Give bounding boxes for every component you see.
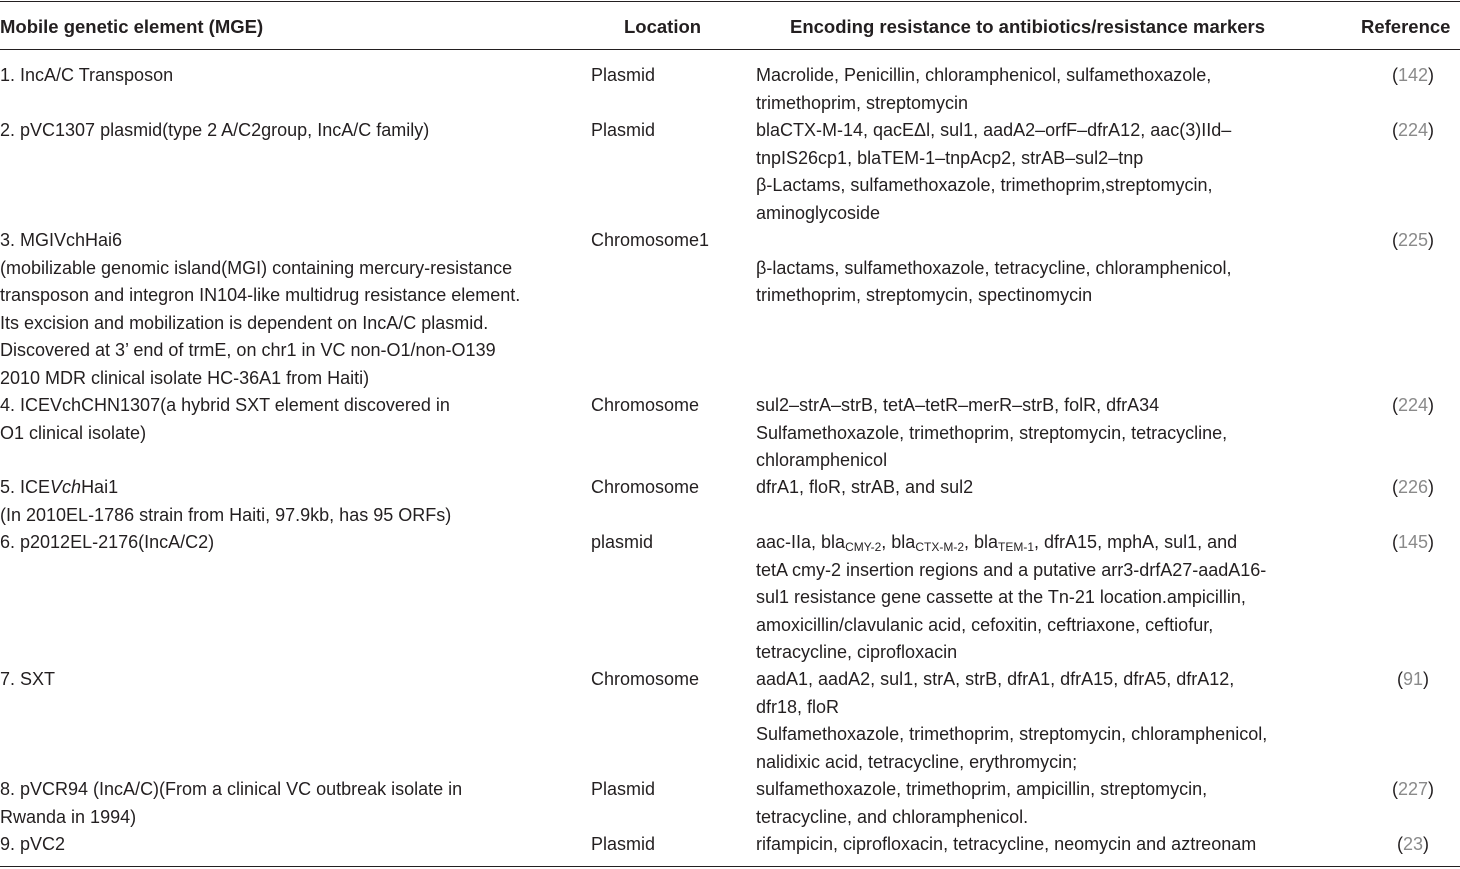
- cell-reference[interactable]: (145): [1392, 532, 1435, 552]
- cell-mge: 5. ICEVchHai1 (In 2010EL-1786 strain from Haiti, 97.9kb, has 95 ORFs): [0, 477, 452, 525]
- reference-link[interactable]: 226: [1398, 477, 1429, 497]
- cell-encoding: dfrA1, floR, strAB, and sul2: [756, 477, 974, 497]
- cell-encoding: sul2–strA–strB, tetA–tetR–merR–strB, folR, dfrA34 Sulfamethoxazole, trimethoprim, streptomycin, tetracycline, chloramphenicol: [756, 395, 1228, 470]
- reference-link[interactable]: 225: [1398, 230, 1429, 250]
- reference-link[interactable]: 227: [1398, 779, 1429, 799]
- cell-location: Chromosome1: [591, 230, 710, 250]
- cell-reference[interactable]: (224): [1392, 395, 1435, 415]
- header-encoding: Encoding resistance to antibiotics/resistance markers: [790, 16, 1266, 37]
- cell-reference[interactable]: (23): [1397, 834, 1430, 854]
- cell-mge: 1. IncA/C Transposon: [0, 65, 174, 85]
- cell-location: Chromosome: [591, 669, 700, 689]
- cell-reference[interactable]: (91): [1397, 669, 1430, 689]
- cell-encoding: rifampicin, ciprofloxacin, tetracycline, neomycin and aztreonam: [756, 834, 1257, 854]
- cell-encoding: sulfamethoxazole, trimethoprim, ampicillin, streptomycin, tetracycline, and chloramphenicol.: [756, 779, 1208, 827]
- table-bottom-rule: [0, 866, 1460, 867]
- reference-link[interactable]: 23: [1403, 834, 1424, 854]
- header-mge: Mobile genetic element (MGE): [0, 16, 264, 37]
- header-location: Location: [624, 16, 702, 37]
- cell-encoding: β-lactams, sulfamethoxazole, tetracycline, chloramphenicol, trimethoprim, streptomycin, spectinomycin: [756, 257, 1232, 305]
- cell-encoding: blaCTX-M-14, qacEΔl, sul1, aadA2–orfF–dfrA12, aac(3)IId– tnpIS26cp1, blaTEM-1–tnpAcp2, strAB–sul2–tnp β-Lactams, sulfamethoxazole, trimethoprim,streptomycin, aminoglycoside: [756, 120, 1232, 223]
- cell-mge: 6. p2012EL-2176(IncA/C2): [0, 532, 215, 552]
- reference-link[interactable]: 224: [1398, 395, 1429, 415]
- cell-reference[interactable]: (225): [1392, 230, 1435, 250]
- cell-mge: 7. SXT: [0, 669, 56, 689]
- header-reference: Reference: [1361, 16, 1451, 37]
- table-top-rule: [0, 1, 1460, 2]
- reference-link[interactable]: 91: [1403, 669, 1424, 689]
- cell-location: Plasmid: [591, 65, 656, 85]
- cell-location: Chromosome: [591, 477, 700, 497]
- cell-mge: 2. pVC1307 plasmid(type 2 A/C2group, IncA/C family): [0, 120, 430, 140]
- cell-mge: 3. MGIVchHai6 (mobilizable genomic island(MGI) containing mercury-resistance transposon and integron IN104-like multidrug resistance element. Its excision and mobilization is dependent on IncA/C plasmid. Discovered at 3’ end of trmE, on chr1 in VC non-O1/non-O139 2010 MDR clinical isolate HC-36A1 from Haiti): [0, 230, 521, 388]
- cell-reference[interactable]: (224): [1392, 120, 1435, 140]
- reference-link[interactable]: 142: [1398, 65, 1429, 85]
- cell-location: Plasmid: [591, 834, 656, 854]
- header-rule: [0, 49, 1460, 50]
- reference-link[interactable]: 145: [1398, 532, 1429, 552]
- cell-mge: 9. pVC2: [0, 834, 66, 854]
- cell-location: plasmid: [591, 532, 654, 552]
- cell-mge: 8. pVCR94 (IncA/C)(From a clinical VC outbreak isolate in Rwanda in 1994): [0, 779, 463, 827]
- cell-location: Plasmid: [591, 120, 656, 140]
- cell-reference[interactable]: (226): [1392, 477, 1435, 497]
- cell-reference[interactable]: (227): [1392, 779, 1435, 799]
- cell-location: Plasmid: [591, 779, 656, 799]
- cell-reference[interactable]: (142): [1392, 65, 1435, 85]
- cell-encoding: aac-IIa, bla$_{CMY-2}$, bla$_{CTX-M-2}$, bla$_{TEM-1}$, dfrA15, mphA, sul1, and tetA cmy-2 insertion regions and a putative arr3-drfA27-aadA16- sul1 resistance gene cassette at the Tn-21 location.ampicillin, amoxicillin/clavulanic acid, cefoxitin, ceftriaxone, ceftiofur, tetracycline, ciprofloxacin: [756, 532, 1267, 662]
- cell-encoding: Macrolide, Penicillin, chloramphenicol, sulfamethoxazole, trimethoprim, streptomycin: [756, 65, 1212, 113]
- cell-location: Chromosome: [591, 395, 700, 415]
- reference-link[interactable]: 224: [1398, 120, 1429, 140]
- cell-encoding: aadA1, aadA2, sul1, strA, strB, dfrA1, dfrA15, dfrA5, dfrA12, dfr18, floR Sulfamethoxazole, trimethoprim, streptomycin, chloramphenicol, nalidixic acid, tetracycline, erythromycin;: [756, 669, 1268, 772]
- cell-mge: 4. ICEVchCHN1307(a hybrid SXT element discovered in O1 clinical isolate): [0, 395, 450, 443]
